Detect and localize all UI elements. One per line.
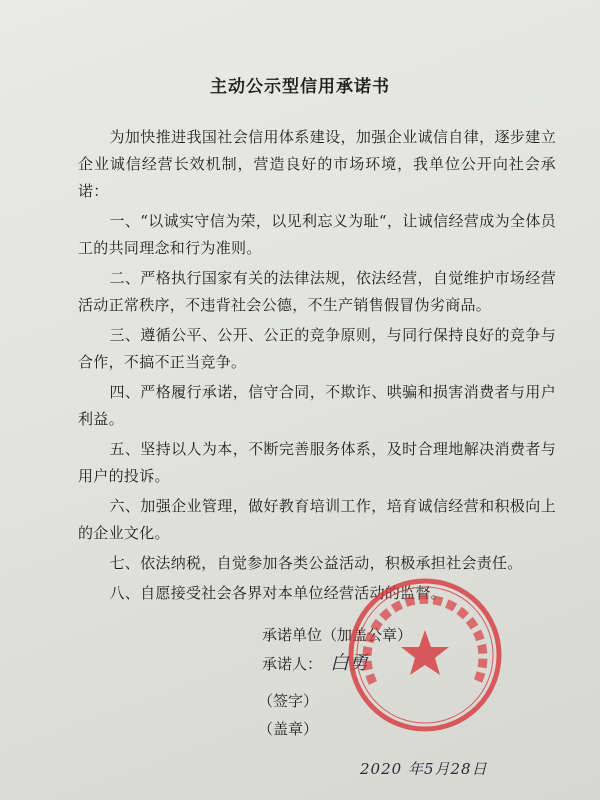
document-body (78, 124, 556, 610)
paragraph-7: 七、依法纳税，自觉参加各类公益活动，积极承担社会责任。 (109, 554, 523, 572)
paragraph-intro: 为加快推进我国社会信用体系建设，加强企业诚信自律，逐步建立企业诚信经营长效机制，营造良好的市场环境，我单位公开向社会承诺： (78, 128, 556, 200)
signature-unit-label: 承诺单位（加盖公章） (262, 626, 413, 644)
paragraph-8: 八、自愿接受社会各界对本单位经营活动的监督。 (109, 584, 447, 602)
paragraph-4: 四、严格履行承诺，信守合同，不欺诈、哄骗和损害消费者与用户利益。 (78, 383, 556, 428)
signature-sign-note: （签字） (258, 692, 319, 710)
handwritten-date: 2020 年5月28日 (360, 760, 488, 778)
paragraph-2: 二、严格执行国家有关的法律法规，依法经营，自觉维护市场经营活动正常秩序，不违背社会公德，不生产销售假冒伪劣商品。 (78, 269, 556, 314)
paragraph-5: 五、坚持以人为本，不断完善服务体系，及时合理地解决消费者与用户的投诉。 (78, 440, 556, 485)
paragraph-3: 三、遵循公平、公开、公正的竞争原则，与同行保持良好的竞争与合作，不搞不正当竞争。 (78, 326, 556, 371)
signature-seal-note: （盖章） (258, 720, 319, 738)
signature-person-label: 承诺人： (262, 655, 323, 673)
handwritten-signature: 白勇 (330, 652, 369, 674)
paragraph-1: 一、“以诚实守信为荣，以见利忘义为耻“，让诚信经营成为全体员工的共同理念和行为准则。 (78, 212, 556, 257)
document-title: 主动公示型信用承诺书 (210, 77, 390, 97)
red-round-company-seal-icon (345, 575, 505, 735)
paragraph-6: 六、加强企业管理，做好教育培训工作，培育诚信经营和积极向上的企业文化。 (78, 497, 556, 542)
